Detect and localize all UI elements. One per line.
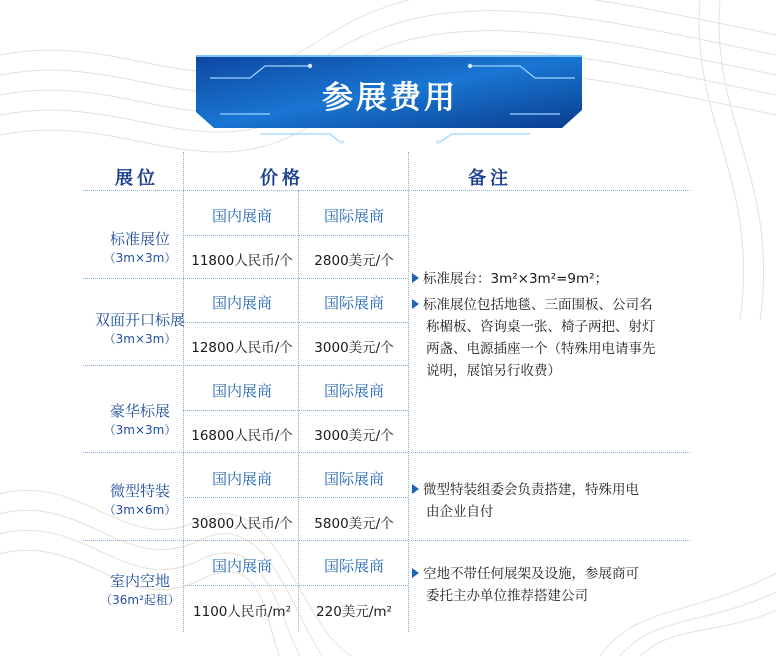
cell-divider bbox=[183, 235, 408, 236]
domestic-label: 国内展商 bbox=[211, 207, 272, 225]
international-price: 2800美元/个 bbox=[314, 253, 394, 269]
international-label: 国际展商 bbox=[323, 557, 384, 575]
header-price: 价格 bbox=[260, 168, 304, 189]
booth-name: 微型特装 bbox=[109, 482, 170, 500]
domestic-price: 1100人民币/m² bbox=[193, 604, 291, 620]
row-divider bbox=[83, 540, 690, 541]
booth-size: （36m²起租） bbox=[100, 593, 180, 607]
row-divider bbox=[83, 365, 408, 366]
domestic-label: 国内展商 bbox=[211, 470, 272, 488]
note-text: 标准展位包括地毯、三面围板、公司名 bbox=[423, 297, 653, 313]
note-indoor-space bbox=[412, 563, 692, 607]
domestic-price: 11800人民币/个 bbox=[191, 253, 293, 269]
note-text: 标准展台：3m²×3m²=9m²； bbox=[423, 271, 609, 287]
booth-size: （3m×3m） bbox=[103, 332, 177, 346]
booth-size: （3m×3m） bbox=[103, 423, 177, 437]
page-title: 参展费用 bbox=[322, 80, 458, 116]
cell-divider bbox=[183, 585, 408, 586]
cell-divider bbox=[183, 497, 408, 498]
booth-name: 豪华标展 bbox=[109, 402, 170, 420]
cell-divider bbox=[183, 410, 408, 411]
international-label: 国际展商 bbox=[323, 294, 384, 312]
column-divider-booth bbox=[183, 152, 184, 632]
domestic-price: 12800人民币/个 bbox=[191, 340, 293, 356]
booth-name: 室内空地 bbox=[109, 572, 170, 590]
header-booth: 展位 bbox=[115, 168, 159, 189]
domestic-label: 国内展商 bbox=[211, 382, 272, 400]
row-divider bbox=[83, 452, 690, 453]
note-text: 委托主办单位推荐搭建公司 bbox=[426, 588, 588, 604]
arrow-bullet-icon bbox=[412, 568, 419, 578]
domestic-label: 国内展商 bbox=[211, 294, 272, 312]
note-mini-special bbox=[412, 479, 692, 523]
row-divider bbox=[83, 278, 408, 279]
note-text: 称楣板、咨询桌一张、椅子两把、射灯 bbox=[426, 319, 656, 335]
arrow-bullet-icon bbox=[412, 273, 419, 283]
note-standard bbox=[412, 268, 692, 382]
note-text: 两盏、电源插座一个（特殊用电请事先 bbox=[426, 341, 656, 357]
international-price: 220美元/m² bbox=[316, 604, 392, 620]
note-text: 说明，展馆另行收费） bbox=[426, 363, 561, 379]
cell-divider bbox=[183, 322, 408, 323]
header-remarks: 备注 bbox=[468, 168, 512, 189]
international-price: 5800美元/个 bbox=[314, 516, 394, 532]
domestic-label: 国内展商 bbox=[211, 557, 272, 575]
domestic-price: 16800人民币/个 bbox=[191, 428, 293, 444]
booth-name: 双面开口标展 bbox=[94, 311, 185, 329]
header-divider bbox=[83, 190, 690, 191]
international-price: 3000美元/个 bbox=[314, 428, 394, 444]
note-text: 由企业自付 bbox=[426, 504, 494, 520]
international-label: 国际展商 bbox=[323, 382, 384, 400]
international-label: 国际展商 bbox=[323, 470, 384, 488]
domestic-price: 30800人民币/个 bbox=[191, 516, 293, 532]
note-text: 空地不带任何展架及设施，参展商可 bbox=[423, 566, 639, 582]
international-price: 3000美元/个 bbox=[314, 340, 394, 356]
booth-size: （3m×3m） bbox=[103, 251, 177, 265]
note-text: 微型特装组委会负责搭建，特殊用电 bbox=[423, 482, 639, 498]
booth-name: 标准展位 bbox=[109, 230, 170, 248]
arrow-bullet-icon bbox=[412, 484, 419, 494]
arrow-bullet-icon bbox=[412, 299, 419, 309]
booth-size: （3m×6m） bbox=[103, 503, 177, 517]
international-label: 国际展商 bbox=[323, 207, 384, 225]
